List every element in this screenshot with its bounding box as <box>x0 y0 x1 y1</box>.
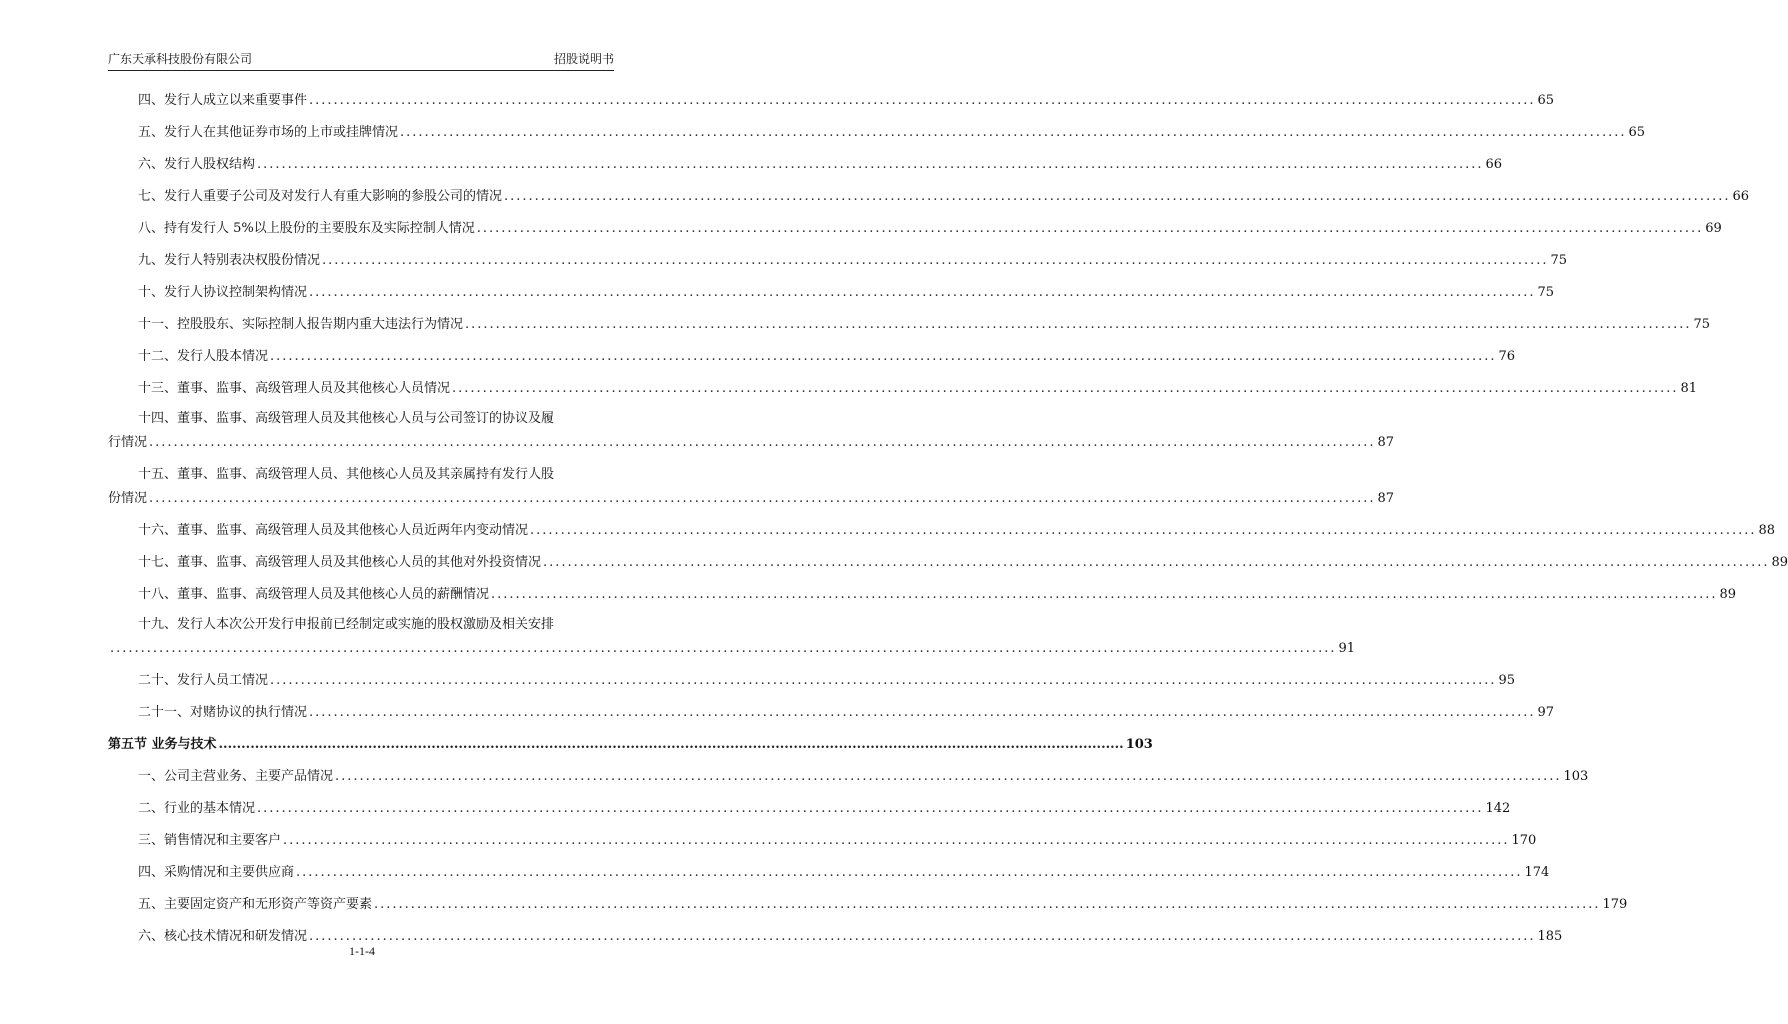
toc-entry[interactable] <box>138 862 1550 882</box>
toc-leader: ........................................................................................................................................................................................................ <box>296 865 1523 880</box>
toc-entry[interactable] <box>138 766 1589 786</box>
toc-entry-title: 四、发行人成立以来重要事件 <box>138 93 308 108</box>
toc-section-page: 103 <box>1125 737 1153 752</box>
toc-entry-title: 三、销售情况和主要客户 <box>138 833 282 848</box>
toc-entry-page: 95 <box>1498 673 1516 688</box>
toc-leader: ........................................................................................................................................................................................................ <box>309 929 1536 944</box>
toc-entry-title: 五、主要固定资产和无形资产等资产要素 <box>138 897 373 912</box>
toc-entry-page: 87 <box>1377 435 1395 450</box>
toc-leader: ........................................................................................................................................................................................................ <box>335 769 1562 784</box>
toc-leader: ........................................................................................................................................................................................................ <box>257 801 1484 816</box>
toc-entry[interactable] <box>138 520 1776 540</box>
toc-entry-line1[interactable]: 十五、董事、监事、高级管理人员、其他核心人员及其亲属持有发行人股 <box>138 467 555 482</box>
toc-entry-title: 二、行业的基本情况 <box>138 801 256 816</box>
toc-leader: ........................................................................................................................................................................................................ <box>530 523 1757 538</box>
toc-entry-title: 十六、董事、监事、高级管理人员及其他核心人员近两年内变动情况 <box>138 523 529 538</box>
toc-entry-page: 87 <box>1377 491 1395 506</box>
toc-entry-page: 174 <box>1524 865 1550 880</box>
toc-entry-title: 十、发行人协议控制架构情况 <box>138 285 308 300</box>
toc-entry-page: 75 <box>1537 285 1555 300</box>
toc-entry-page: 75 <box>1550 253 1568 268</box>
toc-entry-title: 十七、董事、监事、高级管理人员及其他核心人员的其他对外投资情况 <box>138 555 542 570</box>
toc-entry-title: 四、采购情况和主要供应商 <box>138 865 295 880</box>
toc-entry-page: 69 <box>1705 221 1722 236</box>
toc-entry[interactable] <box>138 282 1555 302</box>
toc-entry[interactable] <box>138 314 1711 334</box>
toc-entry[interactable] <box>108 488 1395 508</box>
toc-entry-title: 十一、控股股东、实际控制人报告期内重大违法行为情况 <box>138 317 464 332</box>
toc-entry-title: 十二、发行人股本情况 <box>138 349 269 364</box>
toc-leader: ........................................................................................................................................................................................................ <box>465 317 1692 332</box>
toc-entry-title: 六、核心技术情况和研发情况 <box>138 929 308 944</box>
toc-entry-page: 91 <box>1338 641 1356 656</box>
toc-entry-title: 六、发行人股权结构 <box>138 157 256 172</box>
toc-leader: ........................................................................................................................................................................................................ <box>491 587 1718 602</box>
toc-entry-page: 97 <box>1537 705 1555 720</box>
toc-leader: ........................................................................................................................................................................................................ <box>257 157 1484 172</box>
header-doc-type: 招股说明书 <box>553 52 614 66</box>
toc-leader: ........................................................................................................................................................................................................ <box>309 705 1536 720</box>
toc-entry[interactable] <box>108 432 1395 452</box>
toc-leader: ........................................................................................................................................................................................................ <box>374 897 1601 912</box>
toc-entry[interactable] <box>138 552 1788 572</box>
toc-entry[interactable] <box>138 926 1563 946</box>
toc-leader: ........................................................................................................................................................................................................ <box>283 833 1510 848</box>
page-number: 1-1-4 <box>349 944 375 958</box>
toc-entry[interactable] <box>138 830 1537 850</box>
toc-leader: ........................................................................................................................................................................................................ <box>149 491 1376 506</box>
toc-entry[interactable] <box>138 90 1555 110</box>
toc-section-title: 第五节 业务与技术 <box>108 737 217 752</box>
toc-leader: ........................................................................................................................................................................................................ <box>149 435 1376 450</box>
toc-entry-line1[interactable]: 十九、发行人本次公开发行申报前已经制定或实施的股权激励及相关安排 <box>138 617 555 632</box>
toc-entry[interactable] <box>138 218 1722 238</box>
toc-leader: ........................................................................................................................................................................................................ <box>309 93 1536 108</box>
toc-entry[interactable] <box>138 584 1737 604</box>
toc-entry-page: 65 <box>1537 93 1555 108</box>
toc-entry-title: 二十、发行人员工情况 <box>138 673 269 688</box>
toc-leader: ........................................................................................................................................................................................................ <box>110 641 1337 656</box>
toc-leader: ........................................................................................................................................................................................................ <box>400 125 1627 140</box>
toc-entry[interactable] <box>138 798 1511 818</box>
toc-entry-page: 81 <box>1680 381 1698 396</box>
toc-entry-page: 170 <box>1511 833 1537 848</box>
toc-entry-page: 103 <box>1563 769 1589 784</box>
toc-entry-page: 142 <box>1485 801 1511 816</box>
toc-entry[interactable] <box>138 122 1646 142</box>
toc-entry-title: 七、发行人重要子公司及对发行人有重大影响的参股公司的情况 <box>138 189 503 204</box>
toc-entry-page: 89 <box>1719 587 1737 602</box>
toc-entry[interactable] <box>138 378 1698 398</box>
toc-entry-page: 185 <box>1537 929 1563 944</box>
toc-entry[interactable] <box>138 346 1516 366</box>
toc-entry-page: 66 <box>1485 157 1503 172</box>
toc-entry-page: 66 <box>1732 189 1750 204</box>
toc-entry[interactable] <box>108 638 1356 658</box>
toc-entry-title: 十三、董事、监事、高级管理人员及其他核心人员情况 <box>138 381 451 396</box>
toc-entry-page: 89 <box>1771 555 1788 570</box>
toc-leader: ........................................................................................................................................................................................................ <box>309 285 1536 300</box>
toc-leader: ........................................................................................................................................................................................................ <box>543 555 1770 570</box>
toc-entry[interactable] <box>138 154 1503 174</box>
toc-entry-page: 65 <box>1628 125 1646 140</box>
toc-entry[interactable] <box>138 894 1628 914</box>
toc-entry-page: 76 <box>1498 349 1516 364</box>
toc-entry[interactable] <box>138 186 1750 206</box>
toc-entry-title: 行情况 <box>108 435 148 450</box>
toc-entry-title: 五、发行人在其他证券市场的上市或挂牌情况 <box>138 125 399 140</box>
toc-entry[interactable] <box>138 250 1568 270</box>
toc-entry-title: 一、公司主营业务、主要产品情况 <box>138 769 334 784</box>
toc-entry-page: 75 <box>1693 317 1711 332</box>
toc-leader: ........................................................................................................................................................................................................ <box>270 673 1497 688</box>
toc-entry-line1[interactable]: 十四、董事、监事、高级管理人员及其他核心人员与公司签订的协议及履 <box>138 411 555 426</box>
toc-leader: ........................................................................................................................................................................................................ <box>476 221 1704 236</box>
toc-entry-title: 九、发行人特别表决权股份情况 <box>138 253 321 268</box>
toc-entry-title: 份情况 <box>108 491 148 506</box>
toc-leader: ........................................................................................................................................................................................................ <box>322 253 1549 268</box>
toc-entry-title: 二十一、对赌协议的执行情况 <box>138 705 308 720</box>
toc-leader: ........................................................................................................................................................................................................ <box>270 349 1497 364</box>
toc-entry[interactable] <box>138 670 1516 690</box>
toc-entry-page: 179 <box>1602 897 1628 912</box>
toc-leader: ........................................................................................................................................................................................................ <box>218 737 1124 752</box>
toc-entry-title: 十八、董事、监事、高级管理人员及其他核心人员的薪酬情况 <box>138 587 490 602</box>
toc-entry-page: 88 <box>1758 523 1776 538</box>
toc-entry-title: 八、持有发行人 5%以上股份的主要股东及实际控制人情况 <box>138 221 475 236</box>
toc-section-entry[interactable] <box>108 734 1153 754</box>
toc-leader: ........................................................................................................................................................................................................ <box>504 189 1731 204</box>
header-company: 广东天承科技股份有限公司 <box>108 52 253 66</box>
toc-entry[interactable] <box>138 702 1555 722</box>
toc-leader: ........................................................................................................................................................................................................ <box>452 381 1679 396</box>
